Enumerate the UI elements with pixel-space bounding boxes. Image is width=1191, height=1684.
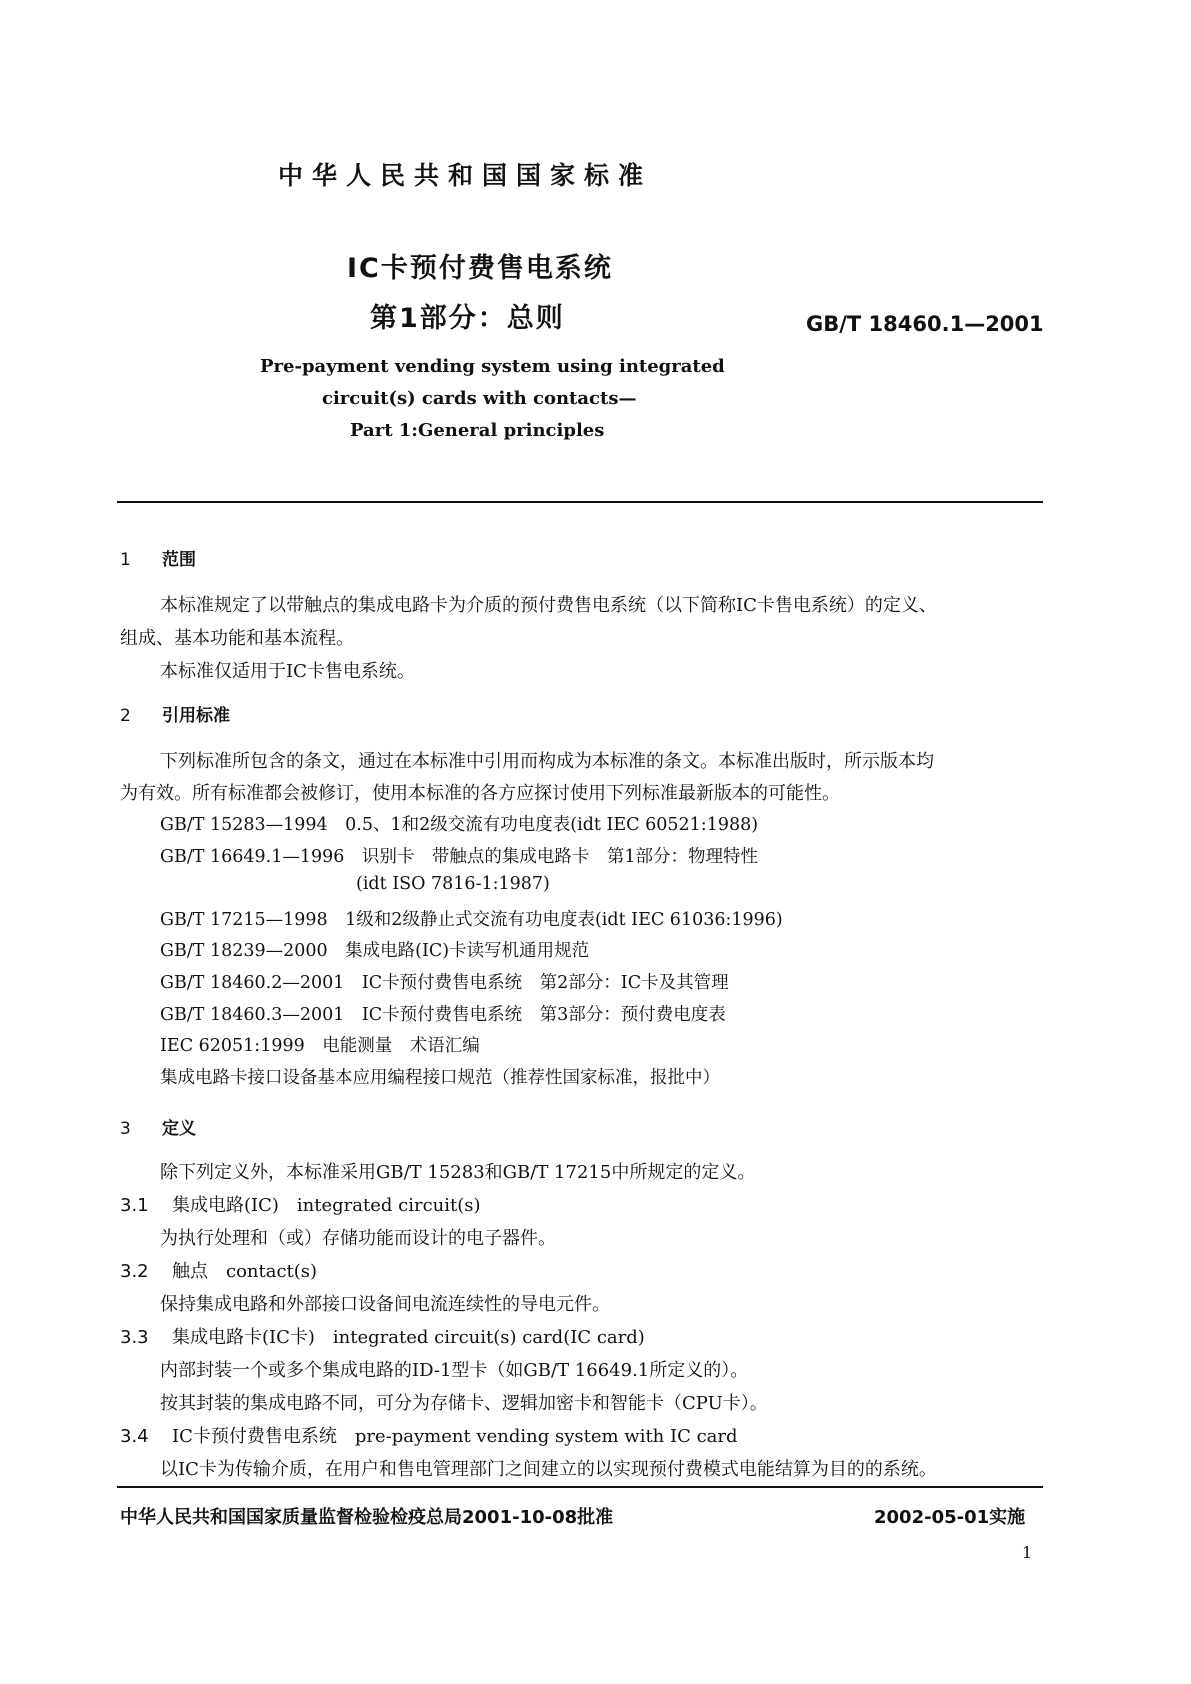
standard-code: GB/T 18460.1—2001 xyxy=(806,312,1044,336)
implementation-date: 2002-05-01实施 xyxy=(874,1507,1026,1528)
title-cn-line2: 第1部分：总则 xyxy=(370,303,565,334)
definition-term-text: IC卡预付费售电系统 pre-payment vending system with IC card xyxy=(172,1426,738,1447)
section-2-number: 2 xyxy=(120,706,131,726)
section-1-heading xyxy=(120,545,196,570)
section-1-paragraph-line2: 组成、基本功能和基本流程。 xyxy=(120,628,354,649)
definition-number: 3.3 xyxy=(120,1327,149,1348)
reference-item: GB/T 18239—2000 集成电路(IC)卡读写机通用规范 xyxy=(160,941,590,961)
section-3-heading xyxy=(120,1114,196,1139)
section-1-title: 范围 xyxy=(162,550,196,570)
national-standard-heading: 中华人民共和国国家标准 xyxy=(278,161,653,190)
reference-item: GB/T 15283—1994 0.5、1和2级交流有功电度表(idt IEC 60521:1988) xyxy=(160,815,759,835)
reference-item: GB/T 18460.2—2001 IC卡预付费售电系统 第2部分：IC卡及其管理 xyxy=(160,973,729,993)
section-3-intro: 除下列定义外，本标准采用GB/T 15283和GB/T 17215中所规定的定义。 xyxy=(160,1162,756,1183)
section-2-paragraph-line2: 为有效。所有标准都会被修订，使用本标准的各方应探讨使用下列标准最新版本的可能性。 xyxy=(120,783,840,804)
reference-item: GB/T 18460.3—2001 IC卡预付费售电系统 第3部分：预付费电度表 xyxy=(160,1005,726,1025)
definition-text: 按其封装的集成电路不同，可分为存储卡、逻辑加密卡和智能卡（CPU卡）。 xyxy=(160,1393,768,1414)
definition-term xyxy=(120,1191,481,1217)
definition-term-text: 触点 contact(s) xyxy=(172,1261,318,1282)
section-3-title: 定义 xyxy=(162,1119,196,1139)
title-en-line1: Pre-payment vending system using integrated xyxy=(260,356,725,377)
definition-text: 为执行处理和（或）存储功能而设计的电子器件。 xyxy=(160,1228,556,1249)
footer-divider xyxy=(117,1486,1043,1488)
definition-text: 保持集成电路和外部接口设备间电流连续性的导电元件。 xyxy=(160,1294,610,1315)
title-en-line2: circuit(s) cards with contacts— xyxy=(322,388,637,409)
section-2-paragraph-line1: 下列标准所包含的条文，通过在本标准中引用而构成为本标准的条文。本标准出版时，所示版本均 xyxy=(160,751,934,772)
reference-item: 集成电路卡接口设备基本应用编程接口规范（推荐性国家标准，报批中） xyxy=(160,1068,720,1088)
definition-number: 3.4 xyxy=(120,1426,149,1447)
definition-text: 内部封装一个或多个集成电路的ID-1型卡（如GB/T 16649.1所定义的）。 xyxy=(160,1360,749,1381)
section-2-heading xyxy=(120,701,230,726)
section-2-title: 引用标准 xyxy=(162,706,230,726)
section-1-number: 1 xyxy=(120,550,131,570)
reference-item: IEC 62051:1999 电能测量 术语汇编 xyxy=(160,1036,480,1056)
title-cn-line1: IC卡预付费售电系统 xyxy=(347,253,613,284)
definition-term xyxy=(120,1323,645,1349)
section-3-number: 3 xyxy=(120,1119,131,1139)
title-en-line3: Part 1:General principles xyxy=(350,420,605,441)
definition-term-text: 集成电路卡(IC卡) integrated circuit(s) card(IC card) xyxy=(172,1327,645,1348)
page-number: 1 xyxy=(1022,1543,1033,1562)
reference-item: GB/T 17215—1998 1级和2级静止式交流有功电度表(idt IEC 61036:1996) xyxy=(160,910,783,930)
section-1-paragraph-line1: 本标准规定了以带触点的集成电路卡为介质的预付费售电系统（以下简称IC卡售电系统）的定义、 xyxy=(160,595,937,616)
reference-item: GB/T 16649.1—1996 识别卡 带触点的集成电路卡 第1部分：物理特性 xyxy=(160,847,759,867)
definition-number: 3.1 xyxy=(120,1195,149,1216)
definition-term xyxy=(120,1422,738,1448)
definition-term-text: 集成电路(IC) integrated circuit(s) xyxy=(172,1195,481,1216)
approval-line: 中华人民共和国国家质量监督检验检疫总局2001-10-08批准 xyxy=(120,1507,614,1528)
reference-item-continuation: (idt ISO 7816-1:1987) xyxy=(356,874,550,894)
section-1-paragraph2: 本标准仅适用于IC卡售电系统。 xyxy=(160,661,415,682)
definition-number: 3.2 xyxy=(120,1261,149,1282)
definition-term xyxy=(120,1257,317,1283)
definition-text: 以IC卡为传输介质，在用户和售电管理部门之间建立的以实现预付费模式电能结算为目的的系统。 xyxy=(160,1459,937,1480)
header-divider xyxy=(117,501,1043,503)
